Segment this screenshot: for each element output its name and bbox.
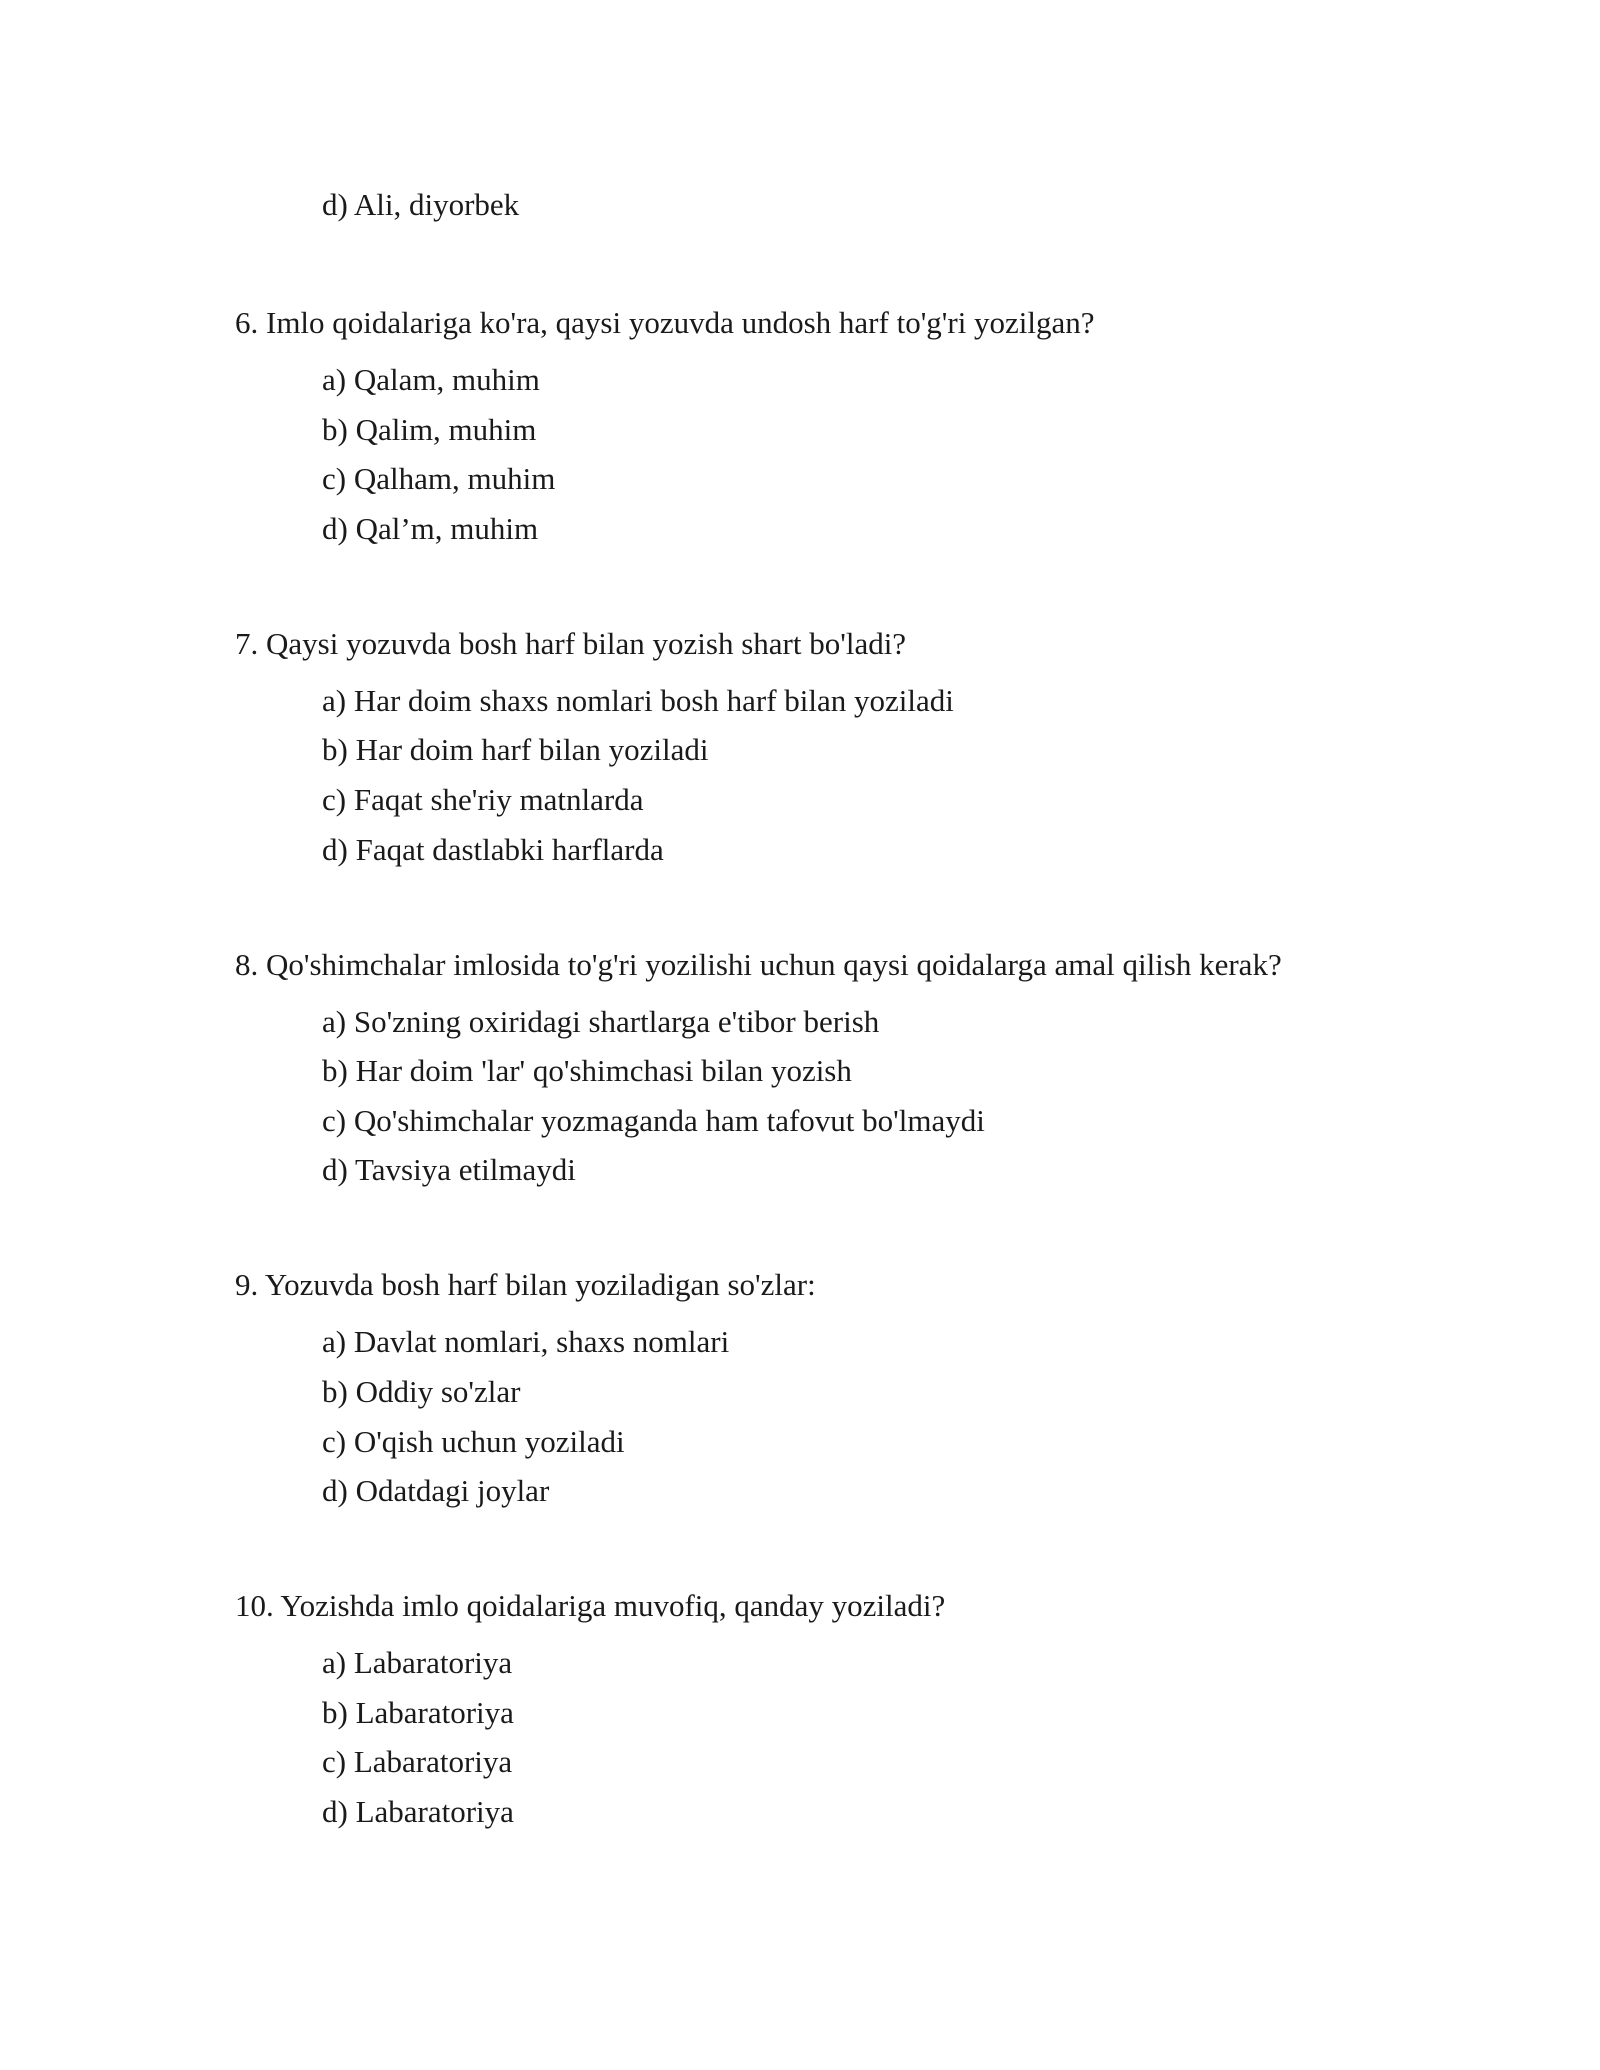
option-b: b) Har doim 'lar' qo'shimchasi bilan yozish	[322, 1053, 852, 1089]
option-b: b) Oddiy so'zlar	[322, 1373, 521, 1409]
option-c: c) Faqat she'riy matnlarda	[322, 781, 644, 817]
question-text: 9. Yozuvda bosh harf bilan yoziladigan so'zlar:	[235, 1267, 816, 1303]
option-d: d) Labaratoriya	[322, 1793, 514, 1829]
option-list	[235, 360, 1435, 549]
option-a: a) Har doim shaxs nomlari bosh harf bilan yoziladi	[322, 682, 954, 718]
option-list	[235, 1002, 1435, 1191]
option-a: a) Labaratoriya	[322, 1645, 513, 1681]
option-b: b) Qalim, muhim	[322, 411, 537, 447]
option-list	[235, 1322, 1435, 1511]
option-c: c) Qo'shimchalar yozmaganda ham tafovut bo'lmaydi	[322, 1102, 985, 1138]
option-d: d) Tavsiya etilmaydi	[322, 1152, 576, 1188]
option-list	[235, 1643, 1435, 1832]
question-text: 8. Qo'shimchalar imlosida to'g'ri yozilishi uchun qaysi qoidalarga amal qilish kerak?	[235, 946, 1282, 982]
option-b: b) Labaratoriya	[322, 1694, 514, 1730]
question-text: 10. Yozishda imlo qoidalariga muvofiq, qanday yoziladi?	[235, 1588, 946, 1624]
option-b: b) Har doim harf bilan yoziladi	[322, 732, 709, 768]
question-list	[235, 303, 1435, 1907]
question-10	[235, 1586, 1435, 1832]
question-8	[235, 945, 1435, 1191]
question-7	[235, 624, 1435, 870]
question-text: 7. Qaysi yozuvda bosh harf bilan yozish shart bo'ladi?	[235, 625, 907, 661]
question-9	[235, 1265, 1435, 1511]
option-a: a) So'zning oxiridagi shartlarga e'tibor berish	[322, 1003, 880, 1039]
question-5-option-d: d) Ali, diyorbek	[322, 187, 520, 222]
option-d: d) Qal’m, muhim	[322, 510, 539, 546]
option-d: d) Faqat dastlabki harflarda	[322, 831, 664, 867]
option-c: c) Labaratoriya	[322, 1744, 513, 1780]
option-a: a) Qalam, muhim	[322, 362, 540, 397]
option-c: c) Qalham, muhim	[322, 461, 556, 497]
option-a: a) Davlat nomlari, shaxs nomlari	[322, 1324, 730, 1360]
question-text: 6. Imlo qoidalariga ko'ra, qaysi yozuvda undosh harf to'g'ri yozilgan?	[235, 305, 1095, 340]
option-list	[235, 681, 1435, 870]
question-6	[235, 303, 1435, 549]
option-d: d) Odatdagi joylar	[322, 1473, 550, 1509]
option-c: c) O'qish uchun yoziladi	[322, 1423, 625, 1459]
